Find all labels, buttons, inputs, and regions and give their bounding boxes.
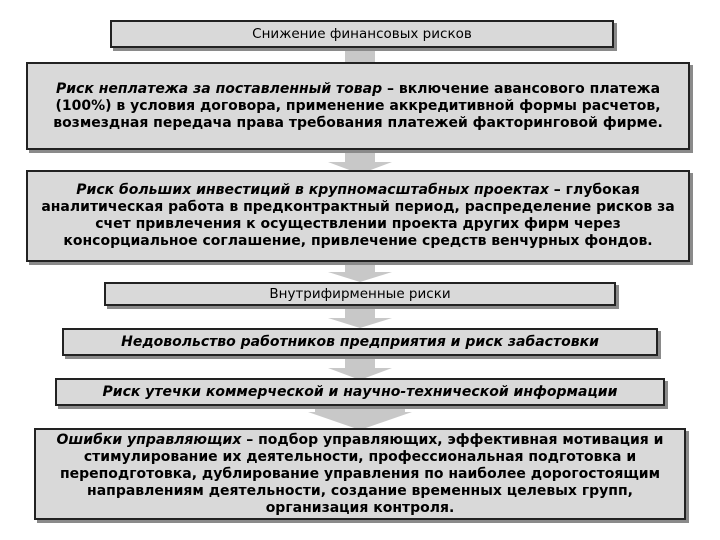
item-management-errors-term: Ошибки управляющих — [56, 431, 242, 448]
item-employee-dissatisfaction-text: Недовольство работников предприятия и риск забастовки — [121, 334, 599, 350]
item-nonpayment-risk-text — [36, 81, 680, 132]
arrow-5 — [328, 356, 392, 380]
item-large-investment-risk-desc: – глубокая аналитическая работа в предконтрактный период, распределение рисков за счет привлечения к осуществлении проекта других фирм через консорциальное соглашение, привлечение средств венчурных фондов. — [41, 182, 675, 249]
header-internal-risks — [104, 282, 616, 306]
header-internal-risks-text: Внутрифирменные риски — [269, 286, 451, 302]
item-employee-dissatisfaction — [62, 328, 658, 356]
item-information-leak-text: Риск утечки коммерческой и научно-технической информации — [102, 384, 618, 400]
item-nonpayment-risk-desc: – включение авансового платежа (100%) в условия договора, применение аккредитивной формы расчетов, возмездная передача права требования платежей факторинговой фирме. — [53, 80, 663, 131]
arrow-3 — [328, 262, 392, 282]
item-nonpayment-risk-term: Риск неплатежа за поставленный товар — [55, 80, 383, 97]
item-management-errors-text — [44, 432, 676, 517]
item-large-investment-risk — [26, 170, 690, 262]
item-large-investment-risk-term: Риск больших инвестиций в крупномасштабных проектах — [76, 182, 549, 198]
item-management-errors-desc: – подбор управляющих, эффективная мотивация и стимулирование их деятельности, профессиональная подготовка и переподготовка, дублирование управления по наиболее дорогостоящим направлениям деятельности, создание временных целевых групп, организация контроля. — [59, 431, 664, 516]
item-information-leak — [55, 378, 665, 406]
header-financial-risks-text: Снижение финансовых рисков — [252, 26, 472, 42]
arrow-4 — [328, 306, 392, 328]
item-management-errors — [34, 428, 686, 520]
header-financial-risks — [110, 20, 614, 48]
arrow-6 — [308, 406, 412, 430]
item-nonpayment-risk — [26, 62, 690, 150]
item-large-investment-risk-text — [36, 182, 680, 250]
